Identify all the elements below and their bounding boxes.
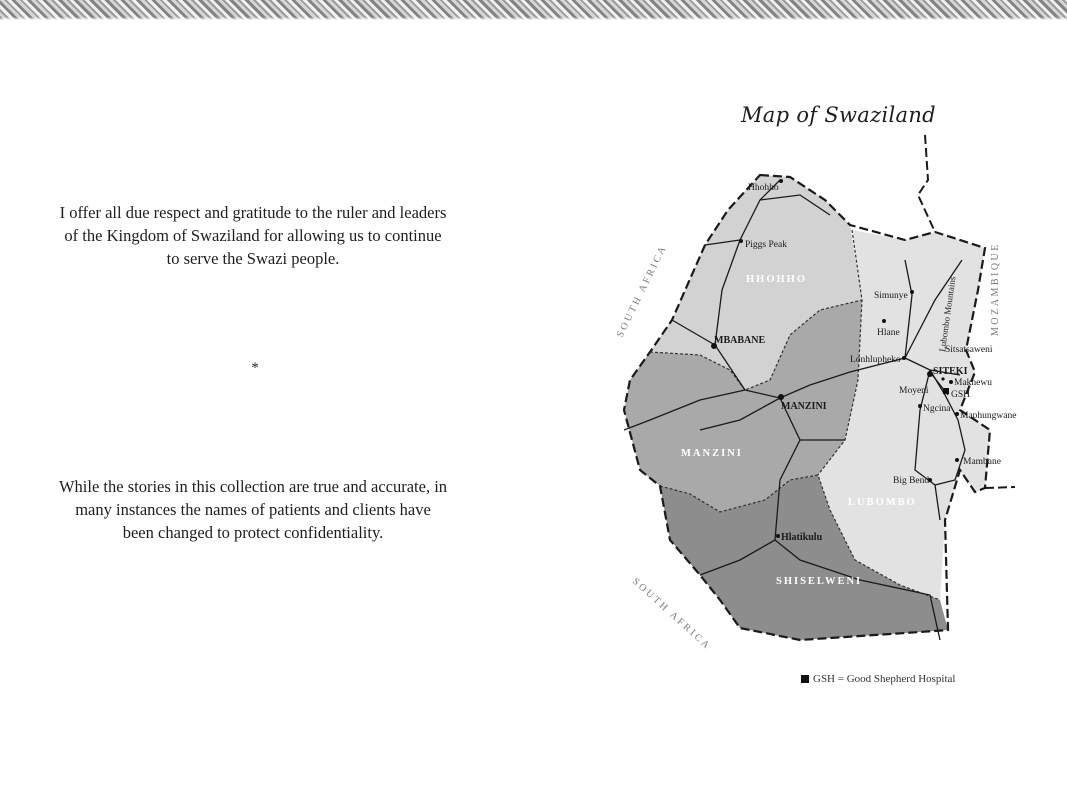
town-ngcina: Ngcina: [923, 404, 951, 414]
mountains-label: Lubombo Mountains: [937, 275, 958, 353]
country-label-mozambique: MOZAMBIQUE: [990, 242, 1001, 336]
region-label-shiselweni: SHISELWENI: [776, 576, 863, 587]
town-siteki: SITEKI: [933, 366, 968, 377]
region-label-lubombo: LUBOMBO: [848, 497, 917, 508]
left-page: [0, 0, 510, 800]
town-big-bend: Big Bend: [893, 476, 930, 486]
country-label-south-africa-west: SOUTH AFRICA: [614, 242, 670, 340]
town-piggs-peak: Piggs Peak: [745, 240, 787, 250]
town-gsh: GSH: [951, 390, 971, 400]
dedication-paragraph: I offer all due respect and gratitude to the ruler and leaders of the Kingdom of Swaziland for allowing us to continue to serve the Swazi people.: [59, 203, 447, 268]
town-manzini: MANZINI: [781, 401, 827, 412]
mozambique-border: [918, 135, 935, 232]
map-title: Map of Swaziland: [741, 103, 936, 127]
town-hlane: Hlane: [877, 328, 900, 338]
disclaimer-paragraph: While the stories in this collection are true and accurate, in many instances the names of patients and clients have been changed to protect confidentiality.: [58, 477, 448, 542]
town-moyeni: Moyeni: [899, 386, 929, 396]
legend-text: GSH = Good Shepherd Hospital: [813, 673, 956, 685]
hospital-square-icon: [801, 675, 809, 683]
town-lonhlupheko: Lonhlupheko: [850, 355, 901, 365]
country-label-south-africa-south: SOUTH AFRICA: [629, 576, 714, 653]
region-label-manzini: MANZINI: [681, 448, 743, 459]
region-label-hhohho: HHOHHO: [746, 274, 808, 285]
swaziland-map: [600, 120, 1030, 660]
town-mambane: Mambane: [963, 457, 1001, 467]
town-simunye: Simunye: [874, 291, 908, 301]
town-hhohho: Hhohho: [748, 183, 779, 193]
town-maphungwane: Maphungwane: [960, 411, 1017, 421]
town-mbabane: MBABANE: [714, 335, 766, 346]
town-sitsatsaweni: Sitsatsaweni: [945, 345, 993, 355]
map-legend: [801, 673, 955, 685]
section-separator: *: [251, 360, 259, 376]
town-hlatikulu: Hlatikulu: [781, 532, 823, 543]
town-makhewu: Makhewu: [954, 378, 992, 388]
